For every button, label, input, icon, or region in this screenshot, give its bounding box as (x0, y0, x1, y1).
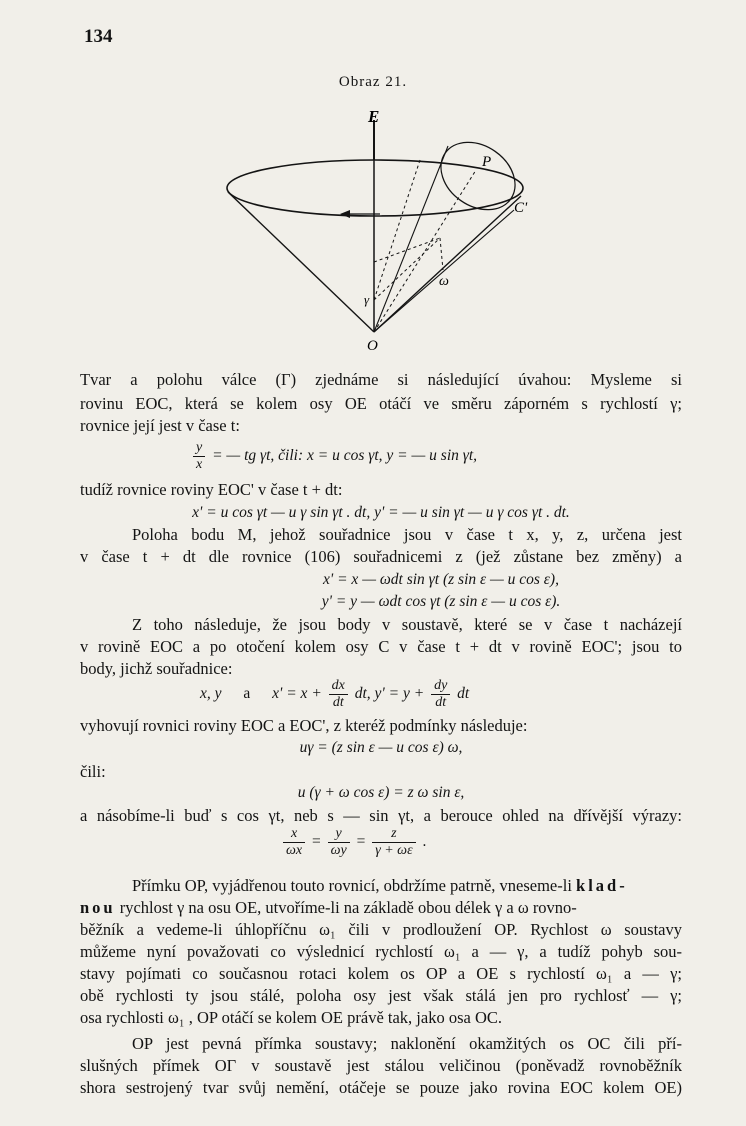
text-line: body, jichž souřadnice: (80, 659, 233, 678)
fraction: $\frac{dx}{dt}$ (329, 678, 348, 711)
text-line: slušných přímek OΓ v soustavě jest stálou veličinou (poněvadž rovnoběžník (80, 1056, 682, 1075)
equation-5: uγ = (z sin ε — u cos ε) ω, (299, 739, 463, 756)
page-number: 134 (84, 26, 113, 47)
equation-2: x' = u cos γt — u γ sin γt . dt, y' = — u sin γt — u γ cos γt . dt. (192, 504, 570, 521)
equation-3a: x' = x — ωdt sin γt (z sin ε — u cos ε), (323, 571, 559, 588)
dashed-2 (440, 238, 443, 270)
equation-4: x, y a x' = x + $\frac{dx}{dt}$ dt, y' = y + $\frac{dy}{dt}$ dt (200, 678, 470, 710)
text-line: v čase t + dt dle rovnice (106) souřadnicemi z (jež zůstane bez změny) a (80, 547, 682, 566)
equation-1: $\frac{y}{x}$ = — tg γt, čili: x = u cos γt, y = — u sin γt, (190, 440, 610, 473)
text-line: čili: (80, 762, 106, 781)
label-e: E (368, 107, 380, 126)
text-line: obě rychlosti ty jsou stálé, poloha osy jest však stálá jen pro rychlosť — γ; (80, 986, 682, 1005)
text-line: a násobíme-li buď s cos γt, neb s — sin γt, a berouce ohled na dřívější výrazy: (80, 806, 682, 825)
text-line: Poloha bodu M, jehož souřadnice jsou v čase t x, y, z, určena jest (132, 525, 682, 544)
label-gamma: γ (364, 292, 370, 307)
equation-7: $\frac{x}{\omega x}$ = $\frac{y}{\omega y}$ = $\frac{z}{\gamma + \omega\varepsilon}$ . (280, 826, 580, 859)
label-omega: ω (439, 274, 449, 289)
text-line: Z toho následuje, že jsou body v soustavě, které se v čase t nacházejí (132, 615, 682, 634)
text-line: stavy pojímati co současnou rotaci kolem os OP a OE s rychlostí ω₁ a — γ; (80, 964, 682, 983)
text-line: rovnice její jest v čase t: (80, 416, 240, 435)
text-line: rovinu EOC, která se kolem osy OE otáčí ve směru záporném s rychlostí γ; (80, 394, 682, 413)
label-c: C' (514, 200, 528, 216)
fraction: $\frac{x}{\omega x}$ (283, 826, 305, 859)
label-p: P (482, 154, 492, 170)
text-line: osa rychlosti ω₁ , OP otáčí se kolem OE právě tak, jako osa OC. (80, 1008, 502, 1027)
cone-base-ellipse (227, 160, 523, 216)
fraction: $\frac{y}{x}$ (193, 440, 205, 473)
rotation-arrow-head (340, 210, 350, 218)
equation-6: u (γ + ω cos ε) = z ω sin ε, (297, 784, 465, 801)
text-line: vyhovují rovnici roviny EOC a EOC', z kteréž podmínky následuje: (80, 716, 528, 735)
fraction: $\frac{z}{\gamma + \omega\varepsilon}$ (372, 826, 415, 859)
text-line: tudíž rovnice roviny EOC' v čase t + dt: (80, 480, 343, 499)
text-line: běžník a vedeme-li úhlopříčnu ω₁ čili v prodloužení OP. Rychlost ω soustavy (80, 920, 682, 939)
fraction: $\frac{dy}{dt}$ (431, 678, 450, 711)
text-line: OP jest pevná přímka soustavy; naklonění okamžitých os OC čili pří- (132, 1034, 682, 1053)
fraction: $\frac{y}{\omega y}$ (328, 826, 350, 859)
text-line: můžeme nyní považovati co výslednicí rychlostí ω₁ a — γ, a tudíž pohyb sou- (80, 942, 682, 961)
text-line: Tvar a polohu válce (Γ) zjednáme si následující úvahou: Mysleme si (80, 370, 682, 389)
text-line: nou rychlost γ na osu OE, utvoříme-li na základě obou délek γ a ω rovno- (80, 898, 577, 917)
text-line: shora sestrojený tvar svůj nemění, otáčeje se pouze jako rovina EOC kolem OE) (80, 1078, 682, 1097)
text-line: v rovině EOC a po otočení kolem osy C v čase t + dt v rovině EOC'; jsou to (80, 637, 682, 656)
cone-figure (0, 0, 746, 360)
text-line: Přímku OP, vyjádřenou touto rovnicí, obdržíme patrně, vneseme-li klad- (132, 876, 628, 895)
label-o: O (367, 338, 378, 354)
small-cone-edge-2 (374, 210, 514, 332)
small-cone-ellipse (428, 128, 528, 223)
equation-3b: y' = y — ωdt cos γt (z sin ε — u cos ε). (321, 593, 561, 610)
figure-caption: Obraz 21. (338, 74, 408, 90)
